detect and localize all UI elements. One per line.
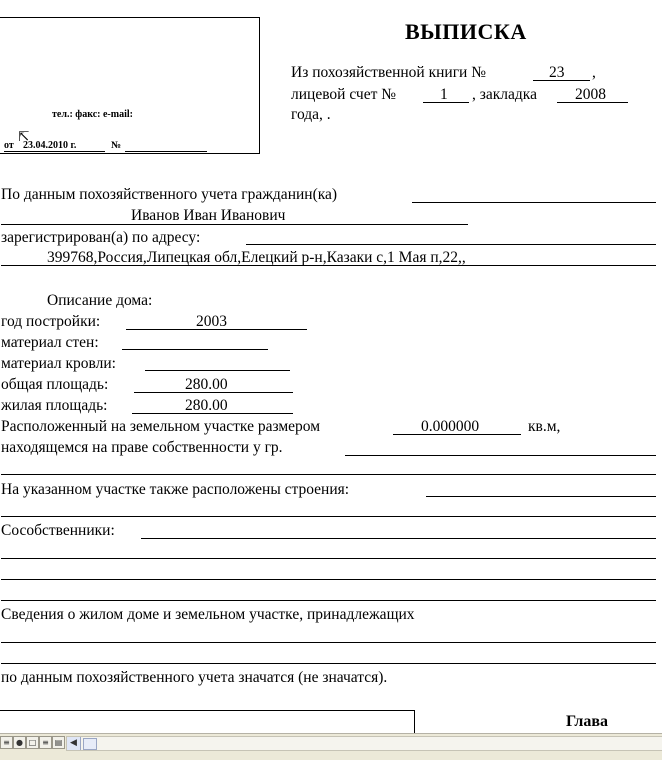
outline-view-icon[interactable]: ≡ [39,736,52,749]
year-suffix: года, . [291,106,331,123]
citizen-intro: По данным похозяйственного учета гражданин(ка) [1,186,338,203]
bookmark-year-underline [557,102,628,103]
ownership-underline-1 [345,455,656,456]
info-label: Сведения о жилом доме и земельном участке, принадлежащих [1,606,415,623]
arrow-left-icon[interactable]: ◀ [67,737,81,750]
book-number-underline [533,80,590,81]
info-underline-1 [1,642,656,643]
book-line-label: Из похозяйственной книги № [291,64,487,81]
living-area-underline [132,413,293,414]
mouse-cursor-icon: ⇱ [18,130,30,145]
book-line-comma: , [592,64,596,81]
bookmark-label: , закладка [472,86,537,103]
coowners-underline-4 [1,600,656,601]
account-number-underline [423,102,469,103]
house-heading: Описание дома: [47,292,153,309]
stamp-number-label: № [111,140,122,151]
living-area-label: жилая площадь: [1,397,108,414]
book-number: 23 [549,64,565,81]
head-label: Глава [566,713,608,730]
living-area-value: 280.00 [185,397,228,414]
registered-underline [246,244,656,245]
ownership-underline-2 [1,474,656,475]
stamp-date-prefix: от [4,140,14,151]
reading-view-icon[interactable]: ▤ [52,736,65,749]
year-label: год постройки: [1,313,101,330]
registered-label: зарегистрирован(а) по адресу: [1,229,201,246]
stamp-contacts: тел.: факс: e-mail: [52,109,133,120]
land-unit: кв.м, [528,418,561,435]
scroll-thumb[interactable] [83,738,97,750]
web-view-icon[interactable]: ● [13,736,26,749]
stamp-date: 23.04.2010 г. [23,140,77,151]
land-underline [393,434,521,435]
year-underline [126,329,307,330]
citizen-intro-underline [412,202,656,203]
account-label: лицевой счет № [291,86,397,103]
normal-view-icon[interactable]: ≡ [0,736,13,749]
land-value: 0.000000 [421,418,480,435]
roof-underline [145,370,290,371]
ownership-label: находящемся на праве собственности у гр. [1,439,283,456]
walls-label: материал стен: [1,334,99,351]
account-number: 1 [440,86,448,103]
stamp-date-underline [4,151,105,152]
citizen-name-underline [1,224,468,225]
document-title: ВЫПИСКА [405,19,527,44]
info-underline-2 [1,663,656,664]
print-view-icon[interactable]: □ [26,736,39,749]
buildings-underline-1 [426,496,656,497]
editor-status-bar [0,733,662,760]
coowners-underline-1 [141,538,656,539]
stamp-number-underline [125,151,207,152]
citizen-name: Иванов Иван Иванович [131,207,286,224]
records-label: по данным похозяйственного учета значатся (не значатся). [1,669,388,686]
address-underline [1,265,656,266]
coowners-underline-2 [1,558,656,559]
roof-label: материал кровли: [1,355,116,372]
signature-box [0,710,415,735]
walls-underline [122,349,268,350]
land-label: Расположенный на земельном участке размером [1,418,321,435]
stamp-box [0,17,260,154]
buildings-label: На указанном участке также расположены строения: [1,481,350,498]
horizontal-scrollbar[interactable] [66,736,662,751]
coowners-label: Сособственники: [1,522,115,539]
coowners-underline-3 [1,579,656,580]
bookmark-year: 2008 [575,86,606,103]
total-area-underline [134,392,293,393]
total-area-label: общая площадь: [1,376,109,393]
total-area-value: 280.00 [185,376,228,393]
year-value: 2003 [196,313,227,330]
citizen-address: 399768,Россия,Липецкая обл,Елецкий р-н,Казаки с,1 Мая п,22,, [47,249,466,266]
buildings-underline-2 [1,516,656,517]
